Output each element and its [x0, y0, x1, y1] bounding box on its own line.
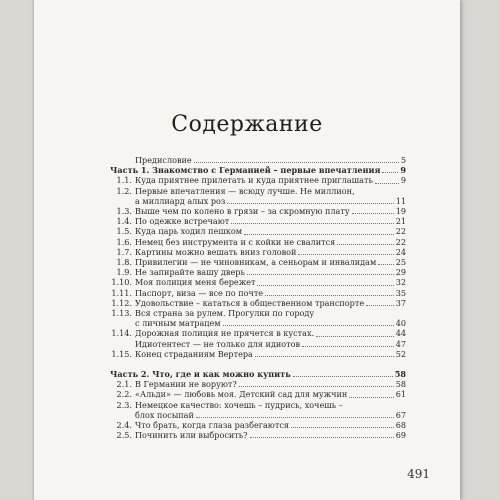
- toc-leader-dots: [196, 417, 394, 418]
- page-number: 491: [407, 467, 430, 481]
- toc-entry: [110, 247, 406, 257]
- toc-page-number: 22: [395, 226, 406, 237]
- toc-entry: [110, 155, 406, 165]
- toc-leader-dots: [293, 376, 393, 377]
- toc-entry-number: 1.3.: [116, 206, 132, 217]
- toc-entry-title: Предисловие: [135, 155, 192, 165]
- bleed-through-text: [370, 28, 442, 42]
- toc-entry: [110, 237, 406, 247]
- toc-page-number: 61: [395, 389, 406, 400]
- book-page: [34, 0, 460, 500]
- toc-page-number: 32: [395, 277, 406, 288]
- toc-page-number: 21: [395, 216, 406, 227]
- toc-leader-dots: [231, 223, 393, 224]
- toc-entry-number: 2.1.: [116, 379, 132, 390]
- toc-page-number: 19: [395, 206, 406, 217]
- toc-entry-number: 1.4.: [116, 216, 132, 227]
- toc-entry-number: 1.5.: [116, 226, 132, 237]
- toc-entry: [110, 420, 406, 430]
- toc-entry-number: 1.13.: [111, 308, 132, 319]
- toc-part-heading: [110, 165, 406, 175]
- toc-entry-title: По одежке встречают: [135, 216, 230, 227]
- toc-leader-dots: [291, 427, 394, 428]
- toc-entry: [110, 298, 406, 308]
- toc-entry: [110, 216, 406, 226]
- toc-entry-title: блох посыпай: [135, 409, 194, 420]
- toc-entry-number: 1.6.: [116, 236, 132, 247]
- toc-entry: [110, 267, 406, 277]
- toc-entry: [110, 308, 406, 318]
- toc-page-number: 35: [395, 287, 406, 298]
- toc-entry-title: Куда приятнее прилетать и куда приятнее приглашать: [135, 175, 373, 186]
- toc-page-number: 22: [395, 236, 406, 247]
- toc-leader-dots: [298, 254, 393, 255]
- toc-entry-number: 1.9.: [116, 267, 132, 278]
- toc-entry-number: 2.4.: [116, 420, 132, 431]
- toc-page-number: 37: [395, 297, 406, 308]
- toc-leader-dots: [378, 264, 393, 265]
- toc-leader-dots: [349, 397, 393, 398]
- toc-page-number: 24: [395, 246, 406, 257]
- toc-entry-title: Не запирайте вашу дверь: [135, 267, 245, 278]
- toc-entry-title: Куда царь ходил пешком: [135, 226, 243, 237]
- toc-entry-title: Удовольствие – кататься в общественном транспорте: [135, 297, 365, 308]
- toc-leader-dots: [247, 274, 394, 275]
- toc-page-number: 40: [395, 318, 406, 329]
- toc-page-number: 11: [395, 195, 406, 206]
- page-title: Содержание: [171, 112, 323, 137]
- toc-entry: [110, 196, 406, 206]
- toc-leader-dots: [194, 162, 399, 163]
- toc-entry-title: Дорожная полиция не прячется в кустах.: [135, 328, 315, 339]
- toc-leader-dots: [382, 172, 398, 173]
- toc-entry-title: Починить или выбросить?: [135, 430, 248, 441]
- toc-gap: [110, 359, 406, 369]
- toc-leader-dots: [227, 203, 393, 204]
- toc-entry: [110, 339, 406, 349]
- toc-leader-dots: [265, 295, 394, 296]
- toc-entry-number: 1.11.: [111, 287, 132, 298]
- toc-entry-title: с личным матрацем: [135, 318, 221, 329]
- toc-leader-dots: [366, 305, 394, 306]
- toc-entry-number: 1.15.: [111, 348, 132, 359]
- toc-entry-number: 1.14.: [111, 328, 132, 339]
- toc-entry: [110, 410, 406, 420]
- toc-entry-number: 1.10.: [111, 277, 132, 288]
- toc-entry: [110, 226, 406, 236]
- toc-leader-dots: [250, 437, 394, 438]
- toc-entry-number: 2.2.: [116, 389, 132, 400]
- toc-leader-dots: [337, 244, 393, 245]
- toc-entry: [110, 318, 406, 328]
- toc-entry-number: 1.2.: [116, 185, 132, 196]
- toc-page-number: 69: [395, 430, 406, 441]
- toc-leader-dots: [257, 285, 393, 286]
- toc-entry-title: Немец без инструмента и с койки не свалится: [135, 236, 336, 247]
- toc-entry-number: 2.3.: [116, 399, 132, 410]
- toc-entry: [110, 288, 406, 298]
- toc-entry-title: Немецкое качество: хочешь – пудрись, хочешь –: [135, 399, 343, 410]
- toc-entry-title: В Германии не воруют?: [135, 379, 237, 390]
- toc-page-number: 9: [400, 175, 406, 186]
- toc-entry-title: «Альди» — любовь моя. Детский сад для мужчин: [135, 389, 348, 400]
- toc-page-number: 68: [395, 420, 406, 431]
- toc-entry-title: Моя полиция меня бережет: [135, 277, 256, 288]
- toc-page-number: 44: [395, 328, 406, 339]
- toc-part-heading: [110, 369, 406, 379]
- toc-entry-title: Часть 2. Что, где и как можно купить: [110, 369, 291, 380]
- toc-page-number: 9: [400, 165, 406, 176]
- toc-leader-dots: [375, 183, 399, 184]
- toc-entry: [110, 379, 406, 389]
- toc-entry: [110, 257, 406, 267]
- toc-entry-title: Первые впечатления — всюду лучше. Не миллион,: [135, 185, 355, 196]
- toc-entry-title: Выше чем по колено в грязи – за скромную плату: [135, 206, 350, 217]
- toc-leader-dots: [244, 234, 394, 235]
- toc-entry: [110, 206, 406, 216]
- toc-entry-title: а миллиард алых роз: [135, 195, 226, 206]
- toc-entry-title: Привилегии — не чиновникам, а сеньорам и инвалидам: [135, 257, 377, 268]
- toc-entry-title: Что брать, когда глаза разбегаются: [135, 420, 289, 431]
- toc-entry-title: Картины можно вешать вниз головой: [135, 246, 297, 257]
- table-of-contents: [110, 155, 406, 440]
- toc-entry-title: Часть 1. Знакомство с Германией – первые впечатления: [110, 165, 381, 176]
- toc-entry-title: Конец страданиям Вертера: [135, 348, 253, 359]
- toc-page-number: 25: [395, 257, 406, 268]
- toc-page-number: 58: [394, 369, 406, 380]
- toc-entry-title: Вся страна за рулем. Прогулки по городу: [135, 308, 315, 319]
- toc-entry: [110, 175, 406, 185]
- toc-leader-dots: [255, 356, 394, 357]
- toc-entry-number: 1.7.: [116, 246, 132, 257]
- toc-leader-dots: [239, 386, 394, 387]
- toc-leader-dots: [316, 336, 394, 337]
- toc-entry-number: 1.1.: [116, 175, 132, 186]
- toc-entry-title: Идиотентест — не только для идиотов: [135, 338, 301, 349]
- toc-page-number: 67: [395, 409, 406, 420]
- toc-page-number: 29: [395, 267, 406, 278]
- toc-entry-number: 2.5.: [116, 430, 132, 441]
- toc-page-number: 58: [395, 379, 406, 390]
- toc-entry: [110, 277, 406, 287]
- toc-entry: [110, 328, 406, 338]
- toc-entry-number: 1.12.: [111, 297, 132, 308]
- toc-entry: [110, 400, 406, 410]
- toc-leader-dots: [223, 325, 394, 326]
- toc-page-number: 52: [395, 348, 406, 359]
- toc-entry: [110, 349, 406, 359]
- toc-entry: [110, 186, 406, 196]
- toc-page-number: 47: [395, 338, 406, 349]
- toc-leader-dots: [302, 346, 394, 347]
- toc-entry-number: 1.8.: [116, 257, 132, 268]
- toc-entry-title: Паспорт, виза — все по почте: [135, 287, 264, 298]
- toc-entry: [110, 389, 406, 399]
- toc-entry: [110, 430, 406, 440]
- toc-page-number: 5: [400, 155, 406, 165]
- toc-leader-dots: [352, 213, 394, 214]
